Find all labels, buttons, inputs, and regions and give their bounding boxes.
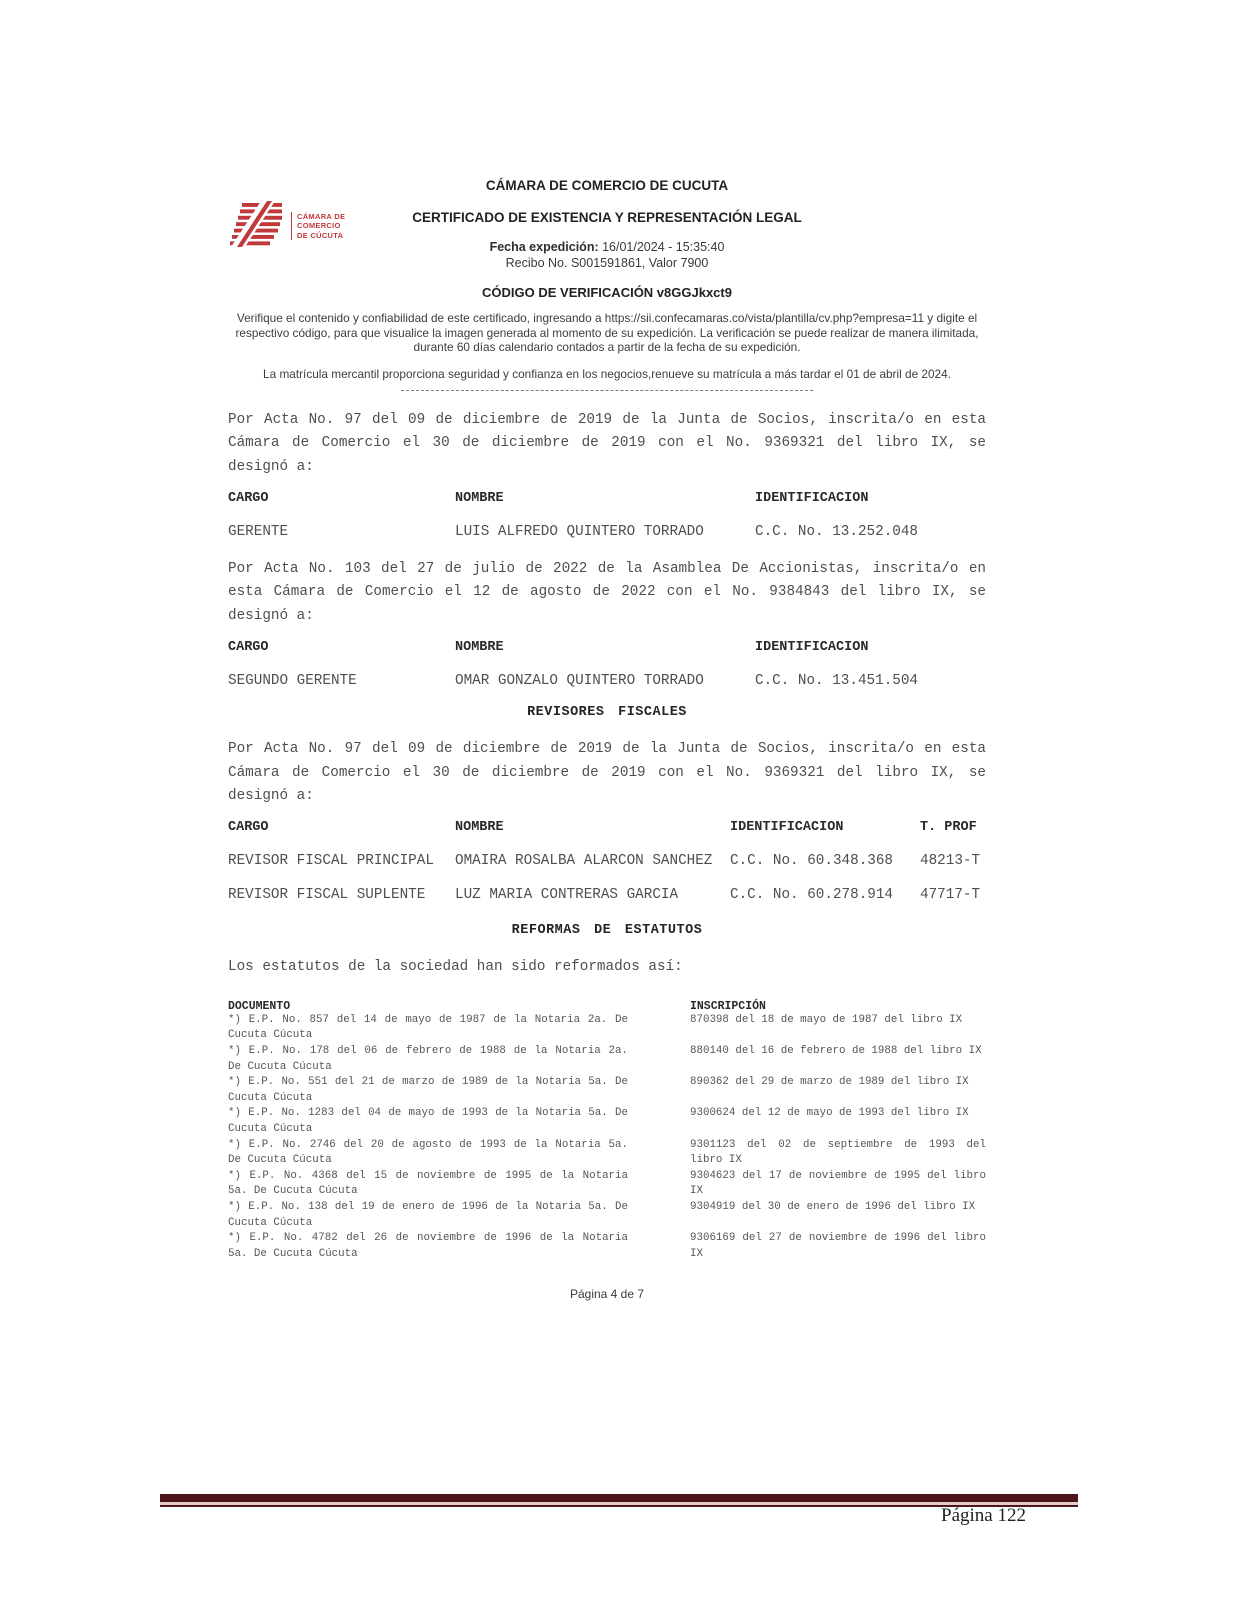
table-row: [228, 1106, 986, 1137]
reform-inscripcion: 9304919 del 30 de enero de 1996 del libro IX: [690, 1200, 976, 1213]
receipt-line: Recibo No. S001591861, Valor 7900: [505, 256, 709, 270]
appointment1-paragraph: Por Acta No. 97 del 09 de diciembre de 2019 de la Junta de Socios, inscrita/o en esta Cámara de Comercio el 30 de diciembre de 2019 con el No. 9369321 del libro IX, se designó a:: [228, 411, 986, 475]
table-row: [228, 887, 986, 903]
cell-cargo: REVISOR FISCAL SUPLENTE: [228, 887, 426, 904]
reform-documento: *) E.P. No. 551 del 21 de marzo de 1989 de la Notaria 5a. De Cucuta Cúcuta: [228, 1076, 628, 1104]
reform-inscripcion: 9306169 del 27 de noviembre de 1996 del libro IX: [690, 1232, 986, 1260]
reform-documento: *) E.P. No. 4368 del 15 de noviembre de 1995 de la Notaria 5a. De Cucuta Cúcuta: [228, 1169, 628, 1198]
table-row: [228, 1044, 986, 1075]
reform-documento: *) E.P. No. 857 del 14 de mayo de 1987 de la Notaria 2a. De Cucuta Cúcuta: [228, 1013, 628, 1042]
col-cargo: CARGO: [228, 820, 269, 836]
revisores-paragraph: Por Acta No. 97 del 09 de diciembre de 2019 de la Junta de Socios, inscrita/o en esta Cámara de Comercio el 30 de diciembre de 2019 con el No. 9369321 del libro IX, se designó a:: [228, 741, 986, 805]
chamber-logo-text: [291, 212, 345, 241]
cell-nombre: OMAIRA ROSALBA ALARCON SANCHEZ: [455, 853, 713, 870]
cell-identificacion: C.C. No. 13.451.504: [755, 673, 919, 690]
organization-name: CÁMARA DE COMERCIO DE CUCUTA: [485, 178, 729, 193]
logo-line-1: CÁMARA DE: [297, 211, 346, 221]
col-cargo: CARGO: [228, 491, 269, 506]
reform-inscripcion: 880140 del 16 de febrero de 1988 del libro IX: [690, 1045, 982, 1058]
table-row: [228, 1013, 986, 1044]
reform-documento: *) E.P. No. 138 del 19 de enero de 1996 de la Notaria 5a. De Cucuta Cúcuta: [228, 1200, 628, 1229]
table-row: [228, 524, 986, 540]
table-row: [228, 853, 986, 869]
appointment2-paragraph: Por Acta No. 103 del 27 de julio de 2022 de la Asamblea De Accionistas, inscrita/o en esta Cámara de Comercio el 12 de agosto de 2022 con el No. 9384843 del libro IX, se designó a:: [228, 561, 986, 624]
cell-identificacion: C.C. No. 60.348.368: [730, 853, 894, 870]
table-row: [228, 1169, 986, 1200]
page-number-outer: Página 122: [941, 1505, 1026, 1526]
chamber-logo: [230, 201, 350, 251]
reform-documento: *) E.P. No. 178 del 06 de febrero de 1988 de la Notaria 2a. De Cucuta Cúcuta: [228, 1045, 628, 1073]
table-row: [228, 673, 986, 689]
reform-inscripcion: 890362 del 29 de marzo de 1989 del libro IX: [690, 1076, 969, 1089]
reform-inscripcion: 9300624 del 12 de mayo de 1993 del libro IX: [690, 1107, 969, 1120]
reform-documento: *) E.P. No. 1283 del 04 de mayo de 1993 de la Notaria 5a. De Cucuta Cúcuta: [228, 1107, 628, 1135]
col-nombre: NOMBRE: [455, 491, 504, 506]
col-documento: DOCUMENTO: [228, 999, 291, 1013]
matricula-notice: La matrícula mercantil proporciona seguridad y confianza en los negocios,renueve su matrícula a más tardar el 01 de abril de 2024.: [263, 366, 951, 381]
cell-identificacion: C.C. No. 60.278.914: [730, 887, 894, 904]
cell-tprof: 48213-T: [920, 853, 981, 870]
reformas-table-header: [228, 1000, 986, 1013]
logo-line-3: DE CÚCUTA: [297, 230, 344, 240]
reformas-title: REFORMAS DE ESTATUTOS: [511, 923, 703, 939]
document-title: CERTIFICADO DE EXISTENCIA Y REPRESENTACIÓN LEGAL: [412, 210, 802, 225]
cell-tprof: 47717-T: [920, 887, 981, 904]
col-nombre: NOMBRE: [455, 640, 504, 656]
col-nombre: NOMBRE: [455, 820, 504, 836]
reform-inscripcion: 9301123 del 02 de septiembre de 1993 del libro IX: [690, 1138, 986, 1167]
table-row: [228, 1138, 986, 1169]
reform-documento: *) E.P. No. 2746 del 20 de agosto de 1993 de la Notaria 5a. De Cucuta Cúcuta: [228, 1138, 628, 1167]
table-row: [228, 1231, 986, 1262]
appointment2-table-header: [228, 640, 986, 655]
col-tprof: T. PROF: [920, 820, 977, 836]
cell-cargo: GERENTE: [228, 524, 289, 540]
cell-cargo: SEGUNDO GERENTE: [228, 673, 357, 690]
reform-inscripcion: 9304623 del 17 de noviembre de 1995 del libro IX: [690, 1169, 986, 1198]
col-identificacion: IDENTIFICACION: [755, 491, 869, 506]
col-inscripcion: INSCRIPCIÓN: [690, 999, 766, 1013]
reformas-intro: Los estatutos de la sociedad han sido reformados así:: [228, 959, 683, 976]
dashed-separator: [401, 390, 813, 391]
cell-nombre: LUZ MARIA CONTRERAS GARCIA: [455, 887, 679, 904]
appointment1-table-header: [228, 491, 986, 506]
footer-rule-dark: [160, 1494, 1078, 1502]
cell-nombre: LUIS ALFREDO QUINTERO TORRADO: [455, 524, 704, 540]
certificate-content: [228, 178, 986, 1301]
cell-identificacion: C.C. No. 13.252.048: [755, 524, 919, 540]
reform-inscripcion: 870398 del 18 de mayo de 1987 del libro IX: [690, 1013, 963, 1026]
revisores-table-header: [228, 820, 986, 835]
reform-documento: *) E.P. No. 4782 del 26 de noviembre de 1996 de la Notaria 5a. De Cucuta Cúcuta: [228, 1232, 628, 1260]
revisores-title: REVISORES FISCALES: [527, 705, 687, 721]
table-row: [228, 1200, 986, 1231]
table-row: [228, 1075, 986, 1106]
col-identificacion: IDENTIFICACION: [730, 820, 844, 836]
chamber-stripes-icon: [230, 201, 286, 252]
cell-cargo: REVISOR FISCAL PRINCIPAL: [228, 853, 434, 870]
cell-nombre: OMAR GONZALO QUINTERO TORRADO: [455, 673, 704, 690]
logo-line-2: COMERCIO: [297, 221, 341, 231]
verification-code-line: CÓDIGO DE VERIFICACIÓN v8GGJkxct9: [482, 285, 732, 300]
col-cargo: CARGO: [228, 640, 269, 656]
col-identificacion: IDENTIFICACION: [755, 640, 869, 656]
issue-date-value: 16/01/2024 - 15:35:40: [598, 240, 725, 254]
verification-notice: Verifique el contenido y confiabilidad de este certificado, ingresando a https://sii.confecamaras.co/vista/plantilla/cv.php?empresa=11 y digite el respectivo código, para que visualice la imagen generada al momento de su expedición. La verificación se puede realizar de manera ilimitada, durante 60 días calendario contados a partir de la fecha de su expedición.: [235, 311, 979, 355]
page-number-inner: Página 4 de 7: [569, 1287, 645, 1302]
issue-date-label: Fecha expedición:: [489, 240, 599, 254]
